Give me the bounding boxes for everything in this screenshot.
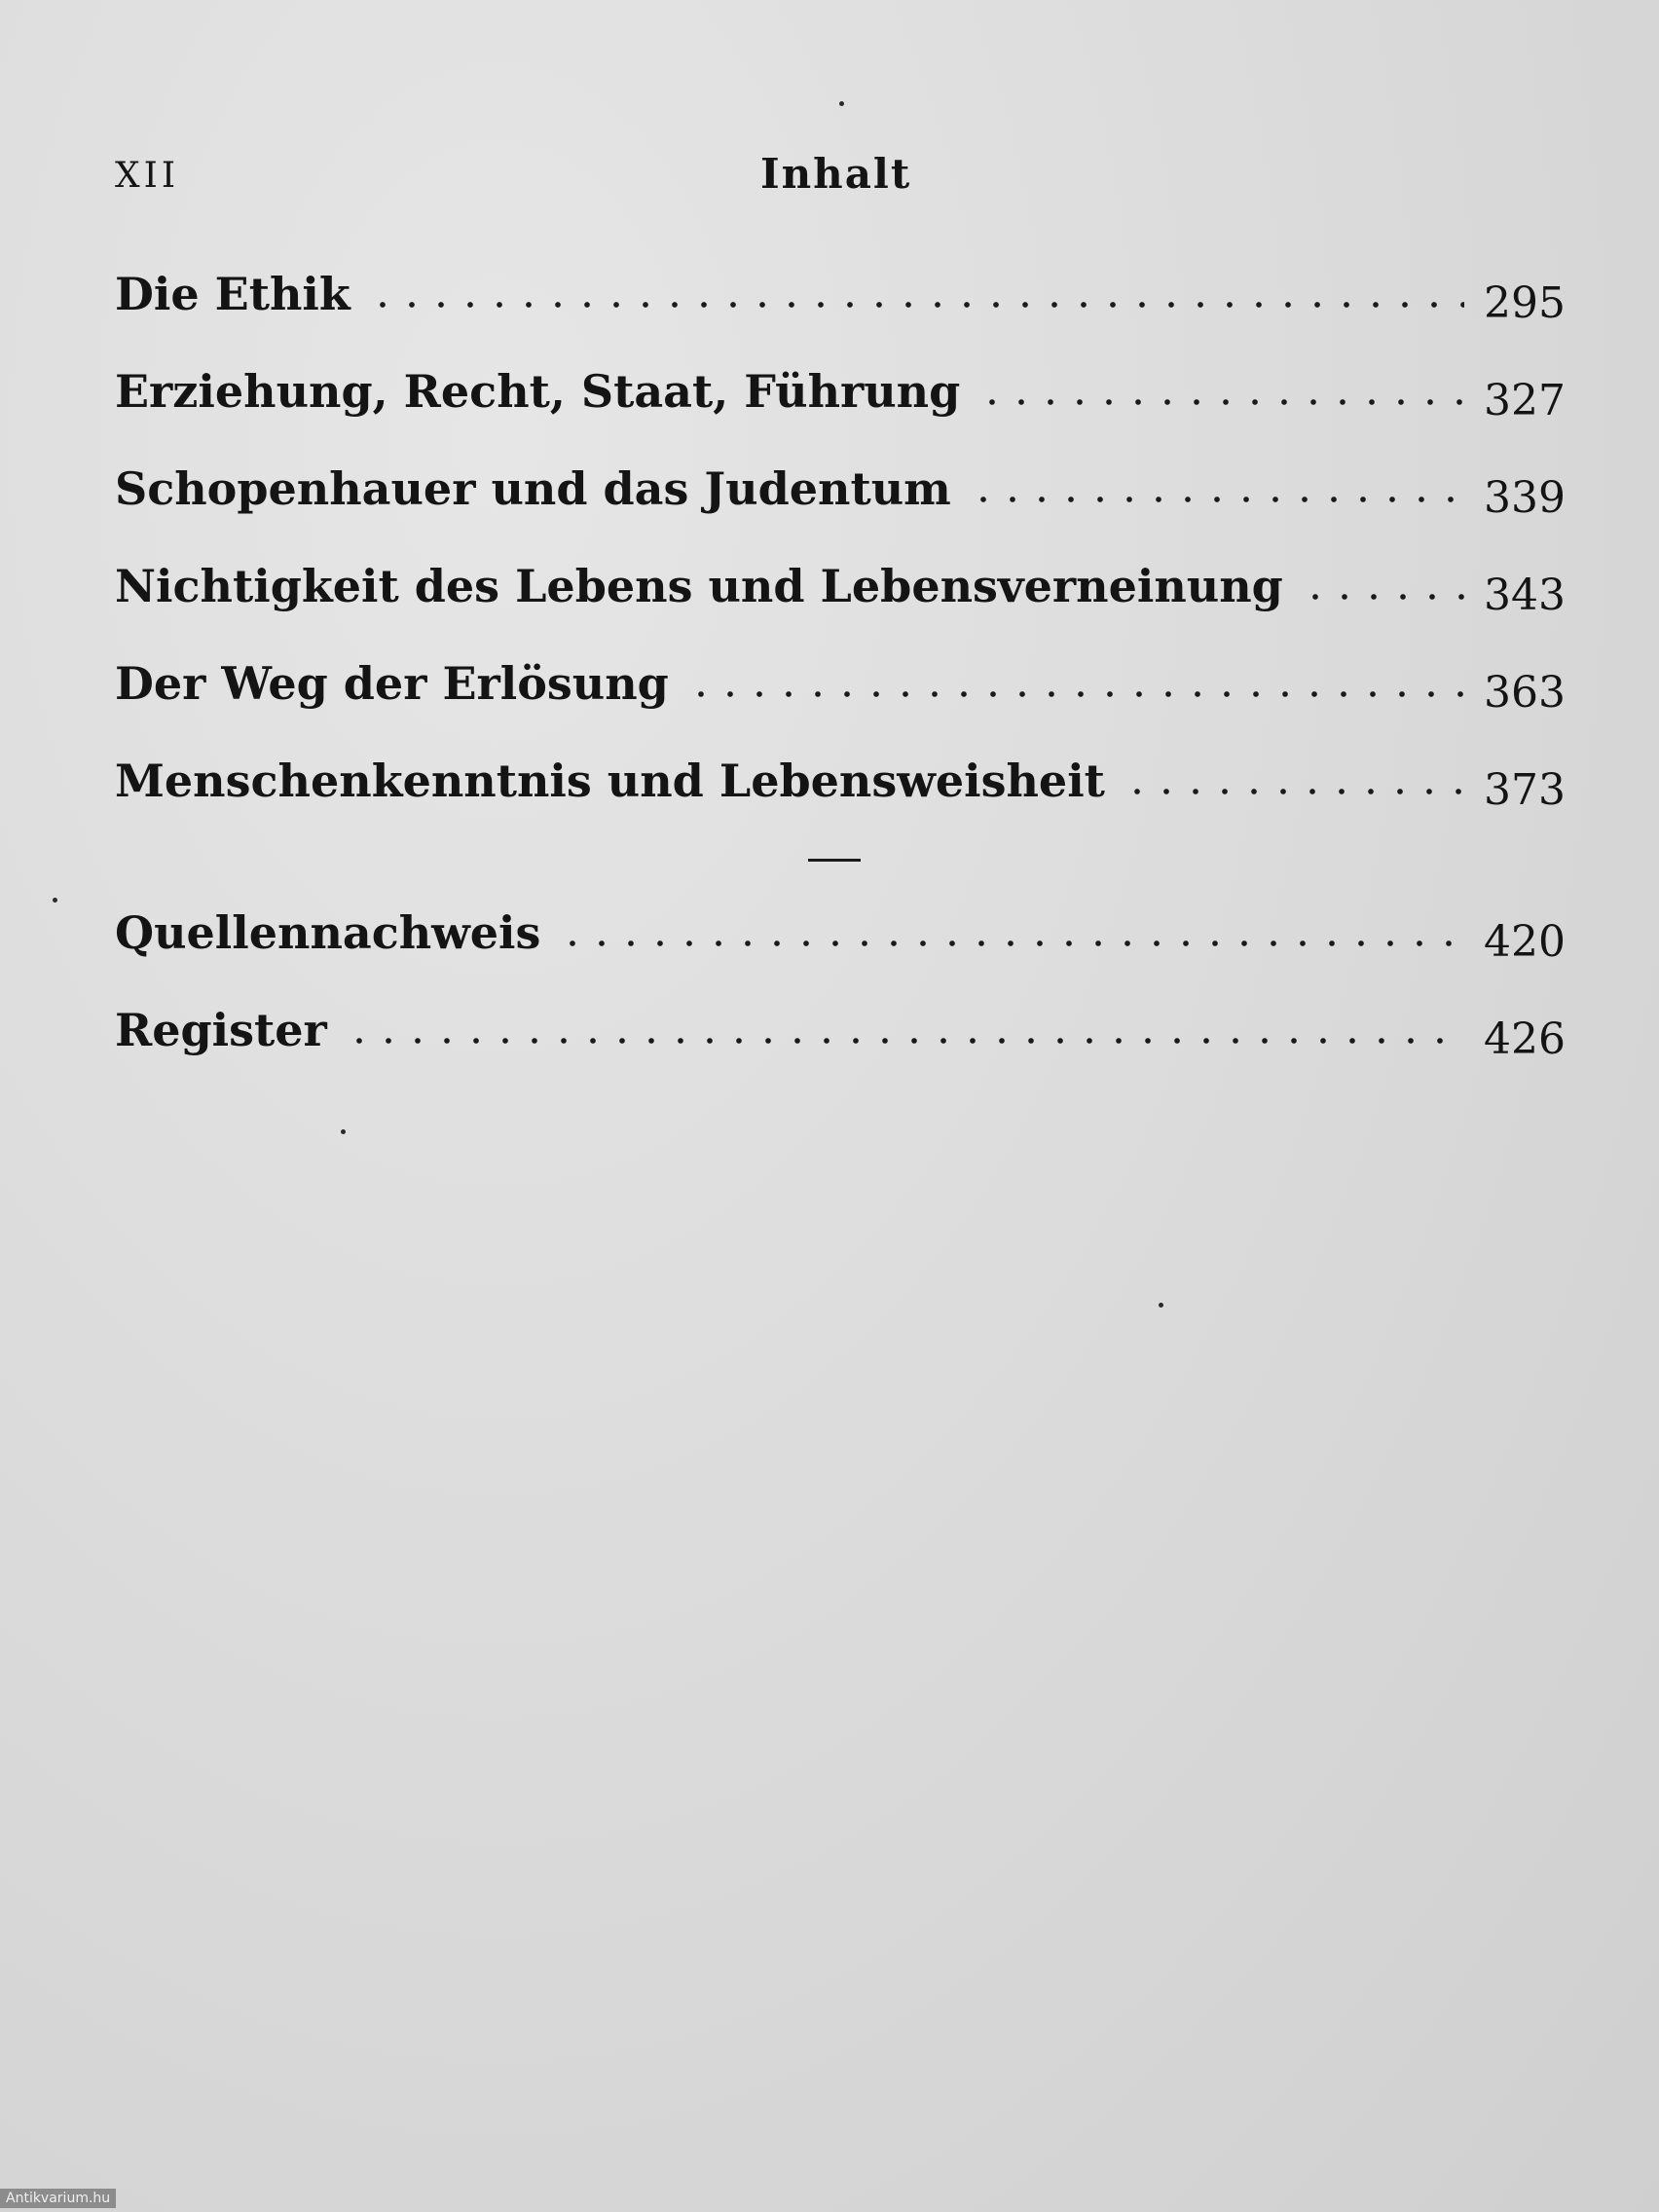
toc-entry-page: 426 (1484, 1014, 1566, 1064)
dot-leader (1123, 789, 1464, 794)
section-divider (808, 859, 861, 862)
toc-entry-title: Register (115, 1004, 327, 1056)
toc-entry (115, 991, 1566, 1064)
toc-entry (115, 352, 1566, 425)
toc-entry-page: 339 (1484, 473, 1566, 523)
toc-entry (115, 547, 1566, 620)
toc-entry-page: 420 (1484, 917, 1566, 967)
dot-leader (558, 940, 1464, 946)
dot-leader (345, 1038, 1464, 1044)
toc-entry-title: Nichtigkeit des Lebens und Lebensverneinung (115, 560, 1283, 612)
toc-entry-title: Der Weg der Erlösung (115, 657, 669, 710)
toc-entry (115, 742, 1566, 815)
dot-leader (977, 399, 1464, 405)
toc-entry-page: 373 (1484, 765, 1566, 815)
dot-leader (686, 691, 1464, 697)
print-speck (839, 101, 844, 106)
running-head-title: Inhalt (760, 150, 912, 198)
toc-entry (115, 645, 1566, 718)
toc-entry-title: Schopenhauer und das Judentum (115, 462, 951, 515)
dot-leader (368, 302, 1464, 308)
dot-leader (969, 497, 1464, 502)
running-head (115, 150, 1566, 214)
toc-entry-page: 363 (1484, 668, 1566, 718)
toc-entry (115, 894, 1566, 967)
toc-entry-page: 327 (1484, 376, 1566, 425)
print-speck (53, 898, 57, 903)
toc-entry-title: Quellennachweis (115, 906, 541, 959)
toc-entry (115, 450, 1566, 523)
toc-entry-page: 295 (1484, 278, 1566, 328)
toc-entry-title: Menschenkenntnis und Lebensweisheit (115, 755, 1105, 807)
toc-entry-title: Erziehung, Recht, Staat, Führung (115, 365, 961, 418)
dot-leader (1301, 594, 1464, 600)
print-speck (1159, 1303, 1163, 1308)
page-number: XII (115, 156, 180, 196)
watermark: Antikvarium.hu (0, 2189, 116, 2208)
toc-entry-page: 343 (1484, 571, 1566, 620)
toc-entry (115, 255, 1566, 328)
toc-entry-title: Die Ethik (115, 268, 350, 320)
print-speck (341, 1129, 346, 1134)
